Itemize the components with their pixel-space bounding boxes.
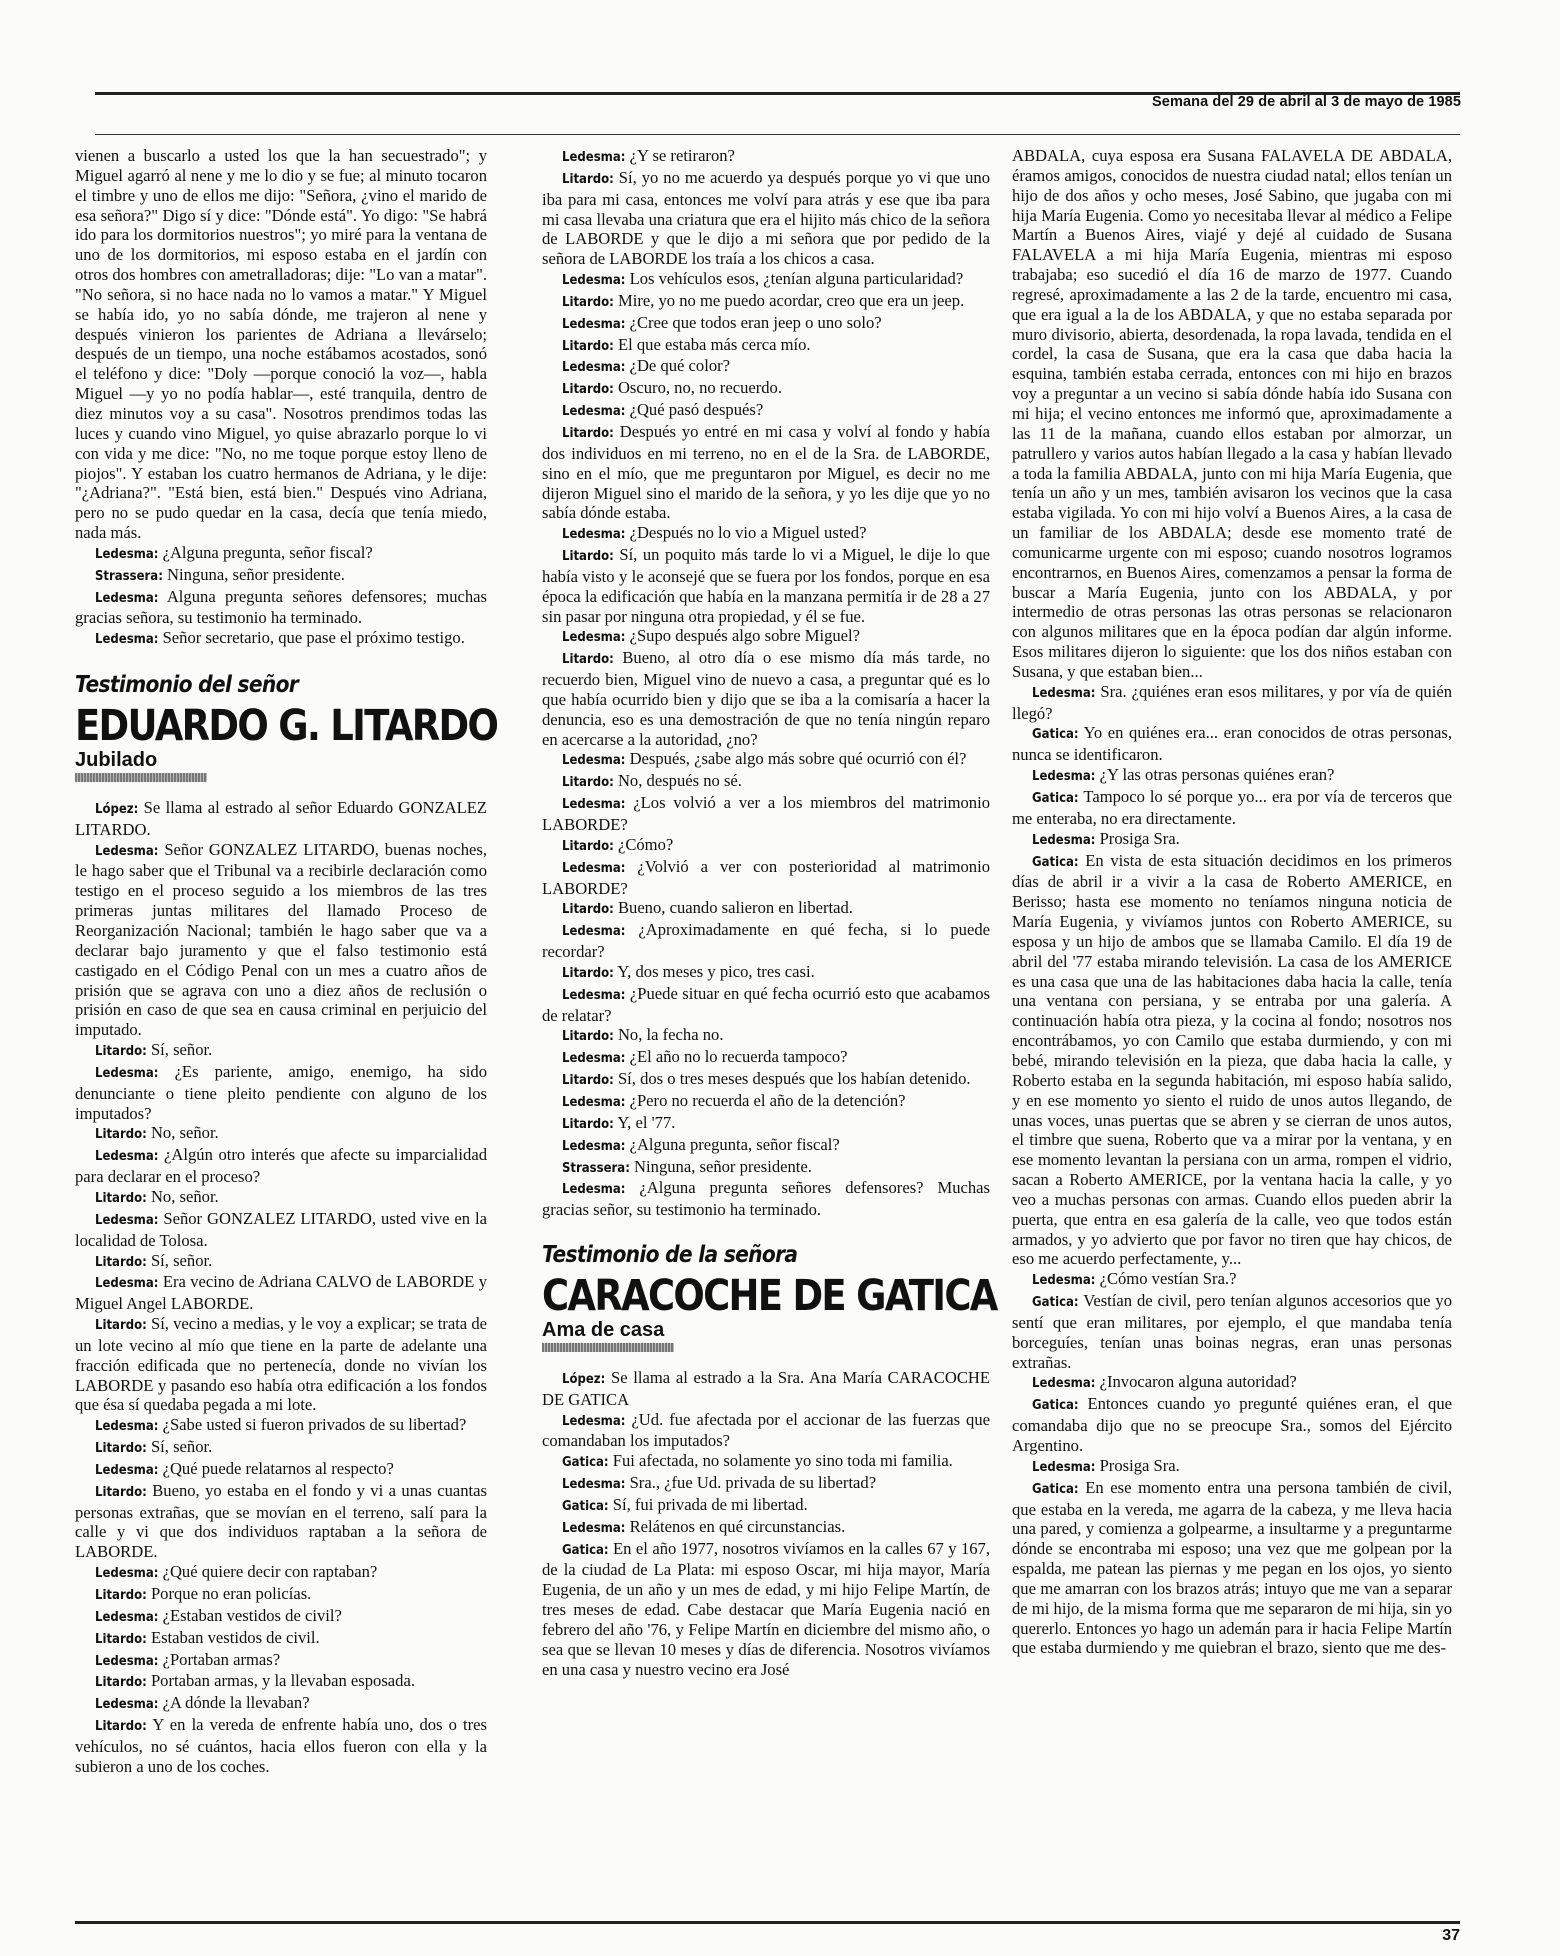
speaker-label: Litardo: bbox=[95, 1254, 147, 1270]
speaker-label: Litardo: bbox=[95, 1127, 147, 1143]
transcript-paragraph bbox=[75, 1584, 487, 1606]
paragraph-text: ¿Cómo? bbox=[617, 834, 674, 854]
paragraph-text: ¿Supo después algo sobre Miguel? bbox=[629, 626, 861, 646]
paragraph-text: Sí, fui privada de mi libertad. bbox=[612, 1494, 808, 1514]
speaker-label: Litardo: bbox=[562, 1029, 614, 1045]
speaker-label: Ledesma: bbox=[95, 1149, 159, 1165]
transcript-paragraph bbox=[542, 1451, 990, 1473]
transcript-paragraph bbox=[75, 1671, 487, 1693]
speaker-label: Litardo: bbox=[562, 1073, 614, 1089]
speaker-label: Ledesma: bbox=[1032, 1459, 1096, 1475]
speaker-label: Ledesma: bbox=[95, 1653, 159, 1669]
transcript-paragraph bbox=[542, 1025, 990, 1047]
speaker-label: Litardo: bbox=[95, 1044, 147, 1060]
speaker-label: Litardo: bbox=[562, 338, 614, 354]
transcript-paragraph bbox=[1012, 682, 1452, 724]
transcript-paragraph bbox=[542, 898, 990, 920]
paragraph-text: Bueno, yo estaba en el fondo y vi a unas cuantas personas extrañas, que se movían en el terreno, salí para la calle y vi que dos individuos raptaban a la señora de LABORDE. bbox=[75, 1480, 487, 1562]
paragraph-text: ¿Puede situar en qué fecha ocurrió esto que acabamos de relatar? bbox=[542, 983, 990, 1025]
paragraph-text: No, señor. bbox=[150, 1123, 219, 1143]
speaker-label: Litardo: bbox=[95, 1190, 147, 1206]
paragraph-text: Señor GONZALEZ LITARDO, usted vive en la localidad de Tolosa. bbox=[75, 1208, 487, 1250]
transcript-paragraph bbox=[542, 356, 990, 378]
paragraph-text: Estaban vestidos de civil. bbox=[150, 1627, 320, 1647]
speaker-label: Gatica: bbox=[1032, 791, 1079, 806]
paragraph-text: Porque no eran policías. bbox=[150, 1584, 312, 1603]
column-3 bbox=[1012, 146, 1452, 1658]
section-subtitle: Testimonio de la señora bbox=[542, 1242, 798, 1269]
speaker-label: Gatica: bbox=[1032, 1481, 1079, 1497]
col3-text bbox=[1012, 146, 1452, 1658]
transcript-paragraph bbox=[75, 1314, 487, 1415]
transcript-paragraph bbox=[75, 1123, 487, 1145]
speaker-label: Litardo: bbox=[562, 965, 614, 981]
transcript-paragraph bbox=[75, 840, 487, 1040]
paragraph-text: ¿Después no lo vio a Miguel usted? bbox=[629, 523, 867, 543]
header-underline bbox=[95, 134, 1460, 135]
paragraph-text: ¿Es pariente, amigo, enemigo, ha sido denunciante o tiene pleito pendiente con alguno de los imputados? bbox=[75, 1061, 487, 1123]
paragraph-text: ¿Cómo vestían Sra.? bbox=[1099, 1269, 1237, 1289]
speaker-label: Litardo: bbox=[562, 294, 614, 310]
speaker-label: Litardo: bbox=[95, 1631, 147, 1647]
page-number: 37 bbox=[1442, 1927, 1460, 1944]
speaker-label: Strassera: bbox=[95, 568, 163, 584]
speaker-label: Ledesma: bbox=[562, 316, 626, 332]
paragraph-text: ¿Portaban armas? bbox=[162, 1649, 281, 1669]
transcript-paragraph bbox=[1012, 1269, 1452, 1291]
paragraph-text: En ese momento entra una persona también de civil, que estaba en la vereda, me agarra de la cabeza, y me lleva hacia una pared, y comienza a golpearme, a insultarme y a preguntarme dónde se encontraba mi esposo; una vez que me golpean por la espalda, me patean las piernas y me pegan en los ojos, yo siento que me amarran con los brazos atrás; intuyo que me van a separar de mi hijo, de la misma forma que me separaron de mi hija, sin yo quererlo. Entonces yo hago un ademán para ir hacia Felipe Martín que estaba durmiendo y me quiebran el brazo, siento que me des- bbox=[1012, 1477, 1452, 1658]
paragraph-text: Vestían de civil, pero tenían algunos accesorios que yo sentí que eran militares, por ejemplo, el que mandaba tenía borceguíes, tenían unas boinas negras, eran unas personas extrañas. bbox=[1012, 1291, 1452, 1372]
transcript-paragraph bbox=[542, 1091, 990, 1113]
speaker-label: Litardo: bbox=[562, 171, 614, 187]
paragraph-text: Sí, un poquito más tarde lo vi a Miguel, le dije lo que había visto y le aconsejé que se fuera por los fondos, porque en esa época la edificación que había en la manzana permitía ir de 28 a 27 sin pasar por ninguna otra propiedad, y él se fue. bbox=[542, 545, 990, 626]
section-litardo-heading bbox=[75, 672, 498, 782]
paragraph-text: ¿Qué quiere decir con raptaban? bbox=[162, 1562, 378, 1582]
transcript-paragraph bbox=[542, 313, 990, 335]
col2-text-a bbox=[542, 146, 990, 1220]
transcript-paragraph bbox=[75, 1628, 487, 1650]
speaker-label: Strassera: bbox=[562, 1160, 630, 1176]
transcript-paragraph bbox=[1012, 1394, 1452, 1456]
paragraph-text: Sí, vecino a medias, y le voy a explicar; se trata de un lote vecino al mío que tiene en la parte de adelante una fracción edificada que no pertenecía, donde no vivían los LABORDE y pasando eso había otra edificación a los fondos que ésa sí quedaba pegada a mi lote. bbox=[75, 1314, 487, 1415]
paragraph-text: Se llama al estrado al señor Eduardo GONZALEZ LITARDO. bbox=[75, 797, 487, 839]
speaker-label: Ledesma: bbox=[95, 590, 159, 606]
paragraph-text: Sra. ¿quiénes eran esos militares, y por vía de quién llegó? bbox=[1012, 681, 1452, 723]
paragraph-text: Relátenos en qué circunstancias. bbox=[629, 1516, 846, 1536]
paragraph-text: ¿Pero no recuerda el año de la detención? bbox=[629, 1090, 906, 1110]
speaker-label: Gatica: bbox=[562, 1542, 609, 1558]
bottom-rule bbox=[75, 1921, 1460, 1924]
transcript-paragraph bbox=[542, 1410, 990, 1452]
col2-text-b bbox=[542, 1368, 990, 1680]
speaker-label: Ledesma: bbox=[1032, 769, 1096, 785]
paragraph-text: Se llama al estrado a la Sra. Ana María CARACOCHE DE GATICA bbox=[542, 1367, 991, 1409]
paragraph-text: Y, el '77. bbox=[617, 1112, 676, 1132]
speaker-label: Ledesma: bbox=[562, 404, 626, 420]
transcript-paragraph bbox=[542, 1135, 990, 1157]
paragraph-text: ¿Estaban vestidos de civil? bbox=[162, 1605, 342, 1625]
transcript-paragraph bbox=[75, 1187, 487, 1209]
transcript-paragraph bbox=[542, 1069, 990, 1091]
col1-text-a bbox=[75, 146, 487, 650]
speaker-label: Gatica: bbox=[562, 1455, 609, 1471]
paragraph-text: En vista de esta situación decidimos en los primeros días de abril ir a vivir a la casa de Roberto AMERICE, en Berisso; hasta ese momento no teníamos ninguna noticia de María Eugenia, y vivíamos juntos con Roberto AMERICE, su esposa y un hijo de ambos que se llamaba Camilo. El día 19 de abril del '77 estaba mirando televisión. La casa de los AMERICE es una casa que una de las habitaciones daba hacia la calle, tenía una ventana con persiana, y se entraba por una galería. A continuación había otra pieza, y la cocina al fondo; nosotros nos encontrábamos, yo con Camilo que estaba durmiendo, y con mi bebé, mirando televisión en la pieza, que daba hacia la calle, y Roberto estaba en la segunda habitación, mi esposo había salido, y en ese momento yo siento el ruido de unos autos llegando, de unas voces, unas puertas que se abren y se cierran de unos autos, el timbre que suena, Roberto que va a mirar por la ventana, y en ese momento levantan la persiana con un arma, rompen el vidrio, sacan a Roberto AMERICE, por la ventana hacia la calle, y yo veo a muchas personas con armas. Cuando ellos pueden abrir la puerta, que entra en esa galería de la calle, veo que todos están armados, y yo advierto que por favor no tiren que hay chicos, de eso me acuerdo perfectamente, y... bbox=[1012, 850, 1452, 1269]
paragraph-text: No, la fecha no. bbox=[617, 1025, 724, 1045]
paragraph-text: No, señor. bbox=[150, 1186, 219, 1206]
heading-bar bbox=[542, 1343, 674, 1352]
paragraph-text: ¿Volvió a ver con posterioridad al matrimonio LABORDE? bbox=[542, 856, 990, 898]
speaker-label: Ledesma: bbox=[562, 527, 626, 543]
transcript-paragraph bbox=[75, 1650, 487, 1672]
transcript-paragraph bbox=[542, 1517, 990, 1539]
paragraph-text: No, después no sé. bbox=[617, 771, 742, 791]
paragraph-text: ¿Invocaron alguna autoridad? bbox=[1099, 1372, 1297, 1392]
speaker-label: Ledesma: bbox=[95, 843, 159, 859]
paragraph-text: ¿Ud. fue afectada por el accionar de las fuerzas que comandaban los imputados? bbox=[542, 1409, 990, 1451]
paragraph-text: ¿De qué color? bbox=[629, 356, 731, 376]
paragraph-text: ¿Alguna pregunta, señor fiscal? bbox=[629, 1134, 840, 1154]
transcript-paragraph bbox=[75, 1209, 487, 1251]
transcript-paragraph bbox=[75, 1251, 487, 1273]
paragraph-text: Sí, yo no me acuerdo ya después porque yo vi que uno iba para mi casa, entonces me volví para atrás y ese que iba para mi casa llevaba una criatura que era el hijito más chico de la señora de LABORDE y que le dijo a mi señora que por pedido de la señora de LABORDE los traía a los chicos a casa. bbox=[542, 167, 990, 269]
paragraph-text: Yo en quiénes era... eran conocidos de otras personas, nunca se identificaron. bbox=[1012, 723, 1452, 765]
paragraph-text: El que estaba más cerca mío. bbox=[617, 334, 811, 354]
paragraph-text: Y, dos meses y pico, tres casi. bbox=[617, 961, 815, 981]
paragraph-text: Mire, yo no me puedo acordar, creo que era un jeep. bbox=[617, 290, 965, 310]
section-subtitle: Testimonio del señor bbox=[75, 672, 299, 699]
paragraph-text: Bueno, al otro día o ese mismo día más tarde, no recuerdo bien, Miguel vino de nuevo a casa, a preguntar qué es lo que había ocurrido bien y dijo que se iba a la comisaría a hacer la denuncia, eso es una demostración de que no tenía ningún reparo en acercarse a la autoridad, ¿no? bbox=[542, 648, 990, 749]
transcript-paragraph bbox=[542, 793, 990, 835]
witness-occupation: Ama de casa bbox=[542, 1318, 665, 1341]
speaker-label: Litardo: bbox=[95, 1484, 147, 1500]
speaker-label: Ledesma: bbox=[562, 797, 626, 813]
transcript-paragraph bbox=[1012, 1478, 1452, 1659]
speaker-label: Ledesma: bbox=[562, 753, 626, 769]
speaker-label: Litardo: bbox=[95, 1719, 147, 1735]
transcript-paragraph bbox=[542, 335, 990, 357]
paragraph-text: ¿A dónde la llevaban? bbox=[162, 1693, 310, 1713]
paragraph-text: En el año 1977, nosotros vivíamos en la calles 67 y 167, de la ciudad de La Plata: mi esposo Oscar, mi hija mayor, María Eugenia, de un año y un mes de edad, y mi hijo Felipe Martín, de tres meses de edad. Cabe destacar que María Eugenia nació en febrero del año '76, y Felipe Martín en diciembre del mismo año, o sea que se llevan 10 meses y días de diferencia. Nosotros vivíamos en una casa y nuestro vecino era José bbox=[542, 1538, 990, 1679]
transcript-paragraph bbox=[75, 1415, 487, 1437]
speaker-label: Ledesma: bbox=[95, 632, 159, 648]
speaker-label: Ledesma: bbox=[562, 1051, 626, 1067]
speaker-label: Gatica: bbox=[1032, 1295, 1079, 1311]
speaker-label: Ledesma: bbox=[562, 1094, 626, 1110]
paragraph-text: Ninguna, señor presidente. bbox=[167, 564, 345, 584]
issue-date-header: Semana del 29 de abril al 3 de mayo de 1985 bbox=[1152, 94, 1461, 110]
speaker-label: López: bbox=[95, 801, 139, 817]
transcript-paragraph bbox=[542, 857, 990, 899]
paragraph-text: Sí, señor. bbox=[150, 1040, 213, 1060]
speaker-label: Litardo: bbox=[562, 775, 614, 791]
transcript-paragraph bbox=[542, 1157, 990, 1179]
paragraph-text: Tampoco lo sé porque yo... era por vía de terceros que me enteraba, no era directamente. bbox=[1012, 787, 1452, 828]
paragraph-text: Fui afectada, no solamente yo sino toda mi familia. bbox=[612, 1451, 953, 1471]
paragraph-text: Los vehículos esos, ¿tenían alguna particularidad? bbox=[629, 269, 964, 289]
transcript-paragraph bbox=[1012, 851, 1452, 1270]
speaker-label: Litardo: bbox=[562, 902, 614, 918]
paragraph-text: ¿Y se retiraron? bbox=[629, 146, 735, 165]
speaker-label: Ledesma: bbox=[562, 860, 626, 876]
column-1 bbox=[75, 146, 498, 1777]
transcript-paragraph bbox=[542, 378, 990, 400]
paragraph-text: ¿Cree que todos eran jeep o uno solo? bbox=[629, 312, 882, 332]
speaker-label: Ledesma: bbox=[562, 987, 626, 1003]
paragraph-text: ¿Y las otras personas quiénes eran? bbox=[1099, 765, 1335, 785]
speaker-label: Ledesma: bbox=[95, 1462, 159, 1478]
paragraph-text: Prosiga Sra. bbox=[1099, 828, 1180, 848]
speaker-label: Gatica: bbox=[562, 1498, 609, 1514]
transcript-paragraph bbox=[542, 291, 990, 313]
paragraph-text: ¿Algún otro interés que afecte su imparcialidad para declarar en el proceso? bbox=[75, 1145, 487, 1187]
speaker-label: Ledesma: bbox=[562, 273, 626, 289]
speaker-label: Gatica: bbox=[1032, 854, 1079, 870]
speaker-label: Ledesma: bbox=[562, 1413, 626, 1429]
transcript-paragraph bbox=[542, 1368, 990, 1410]
column-2 bbox=[542, 146, 997, 1680]
speaker-label: Ledesma: bbox=[1032, 832, 1096, 848]
paragraph-text: ¿El año no lo recuerda tampoco? bbox=[629, 1047, 848, 1067]
speaker-label: Ledesma: bbox=[95, 1276, 159, 1292]
paragraph-text: ABDALA, cuya esposa era Susana FALAVELA DE ABDALA, éramos amigos, conocidos de nuestra ciudad natal; ellos tenían un hijo de dos años y ocho meses, José Sabino, que jugaba con mi hija María Eugenia. Como yo necesitaba llevar al médico a Felipe Martín a Buenos Aires, viajé y dejé al cuidado de Susana FALAVELA a mi hija María Eugenia, mientras mi esposo trabajaba; eso sucedió el día 16 de marzo de 1977. Cuando regresé, aproximadamente a las 2 de la tarde, encuentro mi casa, que era igual a la de los ABDALA, y que no estaba separada por muro divisorio, abierta, desordenada, la ropa lavada, tendida en el cordel, la casa de Susana, que era la casa que daba hacia la esquina, también estaba cerrada, entonces con mi hijo en brazos voy a preguntar a un vecino si sabía dónde había ido Susana con mi hija; el vecino entonces me informó que, aproximadamente a las 11 de la mañana, cuando ellos estaban por almorzar, un patrullero y varios autos habían llegado a la casa y habían llevado a toda la familia ABDALA, junto con mi hija María Eugenia, que tenía un año y un mes, también avisaron los vecinos que la casa estaba vigilada. Yo con mi hijo volví a Buenos Aires, a la casa de un familiar de los ABDALA; desde ese momento traté de comunicarme urgente con mi esposo; cuando nosotros logramos encontrarnos, en Buenos Aires, comenzamos a pensar la forma de buscar a María Eugenia, junto con los ABDALA, y por intermedio de otras personas las otras personas se relacionaron con algunos militares que en la época podían dar algún informe. Esos militares dijeron lo siguiente: que los dos niños estaban con Susana, y que estaban bien... bbox=[1012, 146, 1452, 681]
transcript-paragraph bbox=[542, 400, 990, 422]
transcript-paragraph bbox=[1012, 765, 1452, 787]
transcript-paragraph bbox=[75, 587, 487, 629]
transcript-paragraph bbox=[75, 1606, 487, 1628]
speaker-label: Ledesma: bbox=[95, 1212, 159, 1228]
transcript-paragraph bbox=[542, 771, 990, 793]
paragraph-text: Bueno, cuando salieron en libertad. bbox=[617, 898, 853, 918]
transcript-paragraph bbox=[542, 523, 990, 545]
col1-text-b bbox=[75, 798, 487, 1777]
transcript-paragraph bbox=[75, 1437, 487, 1459]
paragraph-text: Era vecino de Adriana CALVO de LABORDE y Miguel Angel LABORDE. bbox=[75, 1272, 487, 1314]
speaker-label: Ledesma: bbox=[1032, 1273, 1096, 1289]
paragraph-text: Sra., ¿fue Ud. privada de su libertad? bbox=[629, 1473, 877, 1493]
transcript-paragraph bbox=[542, 962, 990, 984]
transcript-paragraph bbox=[1012, 723, 1452, 765]
heading-bar bbox=[75, 773, 207, 782]
transcript-paragraph bbox=[542, 1539, 990, 1680]
paragraph-text: ¿Qué puede relatarnos al respecto? bbox=[162, 1458, 394, 1478]
transcript-paragraph bbox=[75, 543, 487, 565]
speaker-label: Ledesma: bbox=[562, 630, 626, 646]
transcript-paragraph bbox=[75, 146, 487, 543]
paragraph-text: Entonces cuando yo pregunté quiénes eran, el que comandaba dijo que no se preocupe Sra., somos del Ejército Argentino. bbox=[1012, 1394, 1452, 1455]
paragraph-text: Sí, señor. bbox=[150, 1250, 213, 1270]
speaker-label: Ledesma: bbox=[1032, 685, 1096, 701]
transcript-paragraph bbox=[542, 835, 990, 857]
transcript-paragraph bbox=[542, 269, 990, 291]
transcript-paragraph bbox=[1012, 1291, 1452, 1372]
speaker-label: Ledesma: bbox=[95, 1697, 159, 1713]
transcript-paragraph bbox=[542, 1178, 990, 1220]
speaker-label: Ledesma: bbox=[95, 1065, 159, 1081]
speaker-label: Litardo: bbox=[95, 1675, 147, 1691]
transcript-paragraph bbox=[75, 628, 487, 650]
paragraph-text: Sí, dos o tres meses después que los habían detenido. bbox=[617, 1069, 971, 1089]
paragraph-text: Oscuro, no, no recuerdo. bbox=[617, 378, 782, 398]
transcript-paragraph bbox=[542, 626, 990, 648]
transcript-paragraph bbox=[542, 1113, 990, 1135]
speaker-label: Ledesma: bbox=[562, 1182, 626, 1198]
speaker-label: Litardo: bbox=[95, 1318, 147, 1334]
paragraph-text: ¿Sabe usted si fueron privados de su libertad? bbox=[162, 1415, 467, 1435]
paragraph-text: Señor GONZALEZ LITARDO, buenas noches, le hago saber que el Tribunal va a recibirle declaración como testigo en el proceso seguido a los miembros de las tres primeras juntas militares del llamado Proceso de Reorganización Nacional; también le hago saber que va a declarar bajo juramento y que el falso testimonio está castigado en el Código Penal con un mes a cuatro años de prisión que se agrava con uno a diez años de reclusión o prisión en caso de que sea en causa criminal en perjuicio del imputado. bbox=[75, 839, 487, 1040]
transcript-paragraph bbox=[542, 1495, 990, 1517]
speaker-label: Litardo: bbox=[562, 382, 614, 398]
paragraph-text: ¿Alguna pregunta, señor fiscal? bbox=[162, 542, 373, 562]
speaker-label: Litardo: bbox=[95, 1441, 147, 1457]
paragraph-text: ¿Los volvió a ver a los miembros del matrimonio LABORDE? bbox=[542, 793, 990, 834]
transcript-paragraph bbox=[542, 146, 990, 168]
paragraph-text: Y en la vereda de enfrente había uno, dos o tres vehículos, no sé cuántos, hacia ellos fueron con ella y la subieron a uno de los coches. bbox=[75, 1715, 487, 1776]
paragraph-text: Portaban armas, y la llevaban esposada. bbox=[150, 1671, 415, 1691]
witness-name: CARACOCHE DE GATICA bbox=[542, 1270, 997, 1321]
transcript-paragraph bbox=[1012, 146, 1452, 682]
speaker-label: Ledesma: bbox=[95, 546, 159, 562]
speaker-label: Ledesma: bbox=[1032, 1376, 1096, 1392]
paragraph-text: ¿Aproximadamente en qué fecha, si lo puede recordar? bbox=[542, 920, 990, 962]
transcript-paragraph bbox=[542, 1473, 990, 1495]
paragraph-text: Señor secretario, que pase el próximo testigo. bbox=[162, 628, 465, 648]
transcript-paragraph bbox=[542, 168, 990, 269]
section-gatica-heading bbox=[542, 1242, 997, 1352]
transcript-paragraph bbox=[75, 1459, 487, 1481]
speaker-label: Gatica: bbox=[1032, 1398, 1079, 1414]
witness-occupation: Jubilado bbox=[75, 748, 158, 771]
paragraph-text: Después yo entré en mi casa y volví al fondo y había dos individuos en mi terreno, no en el de la Sra. de LABORDE, sino en el mío, que me preguntaron por Miguel, es decir no me dijeron Miguel sino el marido de la señora, y yo les dije que yo no sabía dónde estaba. bbox=[542, 421, 990, 523]
transcript-paragraph bbox=[542, 920, 990, 962]
speaker-label: Ledesma: bbox=[95, 1419, 159, 1435]
transcript-paragraph bbox=[75, 1693, 487, 1715]
transcript-paragraph bbox=[75, 798, 487, 840]
transcript-paragraph bbox=[1012, 1456, 1452, 1478]
transcript-paragraph bbox=[75, 1040, 487, 1062]
transcript-paragraph bbox=[542, 648, 990, 749]
transcript-paragraph bbox=[1012, 787, 1452, 829]
paragraph-text: ¿Alguna pregunta señores defensores? Muchas gracias señor, su testimonio ha terminado. bbox=[542, 1178, 990, 1220]
speaker-label: Ledesma: bbox=[562, 1477, 626, 1493]
transcript-paragraph bbox=[542, 1047, 990, 1069]
speaker-label: Litardo: bbox=[95, 1588, 147, 1603]
speaker-label: Ledesma: bbox=[95, 1609, 159, 1625]
transcript-paragraph bbox=[75, 1562, 487, 1584]
transcript-paragraph bbox=[542, 422, 990, 523]
speaker-label: Ledesma: bbox=[562, 1138, 626, 1154]
paragraph-text: Ninguna, señor presidente. bbox=[634, 1156, 812, 1176]
speaker-label: Ledesma: bbox=[562, 1520, 626, 1536]
speaker-label: Gatica: bbox=[1032, 727, 1079, 743]
speaker-label: López: bbox=[562, 1371, 606, 1387]
transcript-paragraph bbox=[75, 1062, 487, 1124]
speaker-label: Litardo: bbox=[562, 1116, 614, 1132]
transcript-paragraph bbox=[542, 545, 990, 626]
speaker-label: Litardo: bbox=[562, 425, 614, 441]
paragraph-text: ¿Qué pasó después? bbox=[629, 400, 764, 420]
transcript-paragraph bbox=[542, 984, 990, 1026]
transcript-paragraph bbox=[75, 1272, 487, 1314]
speaker-label: Litardo: bbox=[562, 549, 614, 565]
transcript-paragraph bbox=[75, 1145, 487, 1187]
paragraph-text: Sí, señor. bbox=[150, 1437, 213, 1457]
speaker-label: Ledesma: bbox=[562, 150, 626, 165]
paragraph-text: Después, ¿sabe algo más sobre qué ocurrió con él? bbox=[629, 749, 967, 769]
witness-name: EDUARDO G. LITARDO bbox=[75, 700, 498, 751]
paragraph-text: Prosiga Sra. bbox=[1099, 1455, 1180, 1475]
speaker-label: Ledesma: bbox=[95, 1566, 159, 1582]
transcript-paragraph bbox=[1012, 1372, 1452, 1394]
transcript-paragraph bbox=[542, 749, 990, 771]
speaker-label: Ledesma: bbox=[562, 924, 626, 940]
transcript-paragraph bbox=[75, 1715, 487, 1777]
speaker-label: Litardo: bbox=[562, 838, 614, 854]
paragraph-text: Alguna pregunta señores defensores; muchas gracias señora, su testimonio ha terminado. bbox=[75, 586, 488, 628]
transcript-paragraph bbox=[75, 565, 487, 587]
speaker-label: Ledesma: bbox=[562, 360, 626, 376]
speaker-label: Litardo: bbox=[562, 652, 614, 668]
paragraph-text: vienen a buscarlo a usted los que la han secuestrado"; y Miguel agarró al nene y me lo dio y se fue; al minuto tocaron el timbre y uno de ellos me dijo: "Señora, ¿vino el marido de esa señora?" Digo sí y dice: "Dónde está". Yo digo: "Se habrá ido para los dormitorios nuestros"; yo miré para la ventana de uno de los dormitorios, mi esposo estaba en el jardín con otros dos hombres con ametralladoras; dije: "Lo van a matar". "No señora, si no hace nada no lo vamos a matar." Y Miguel se había ido, yo no sabía dónde, me trajeron al nene y después vinieron los parientes de Adriana a llevárselo; después de un tiempo, una noche estábamos acostados, sonó el teléfono y dice: "Doly —porque conoció la voz—, habla Miguel —y yo no podía hablar—, esté tranquila, dentro de diez minutos voy a su casa". Nosotros prendimos todas las luces y cuando vino Miguel, yo quise abrazarlo porque lo vi con vida y me dice: "No, no me toque porque estoy lleno de piojos". Y estaban los cuatro hermanos de Adriana, y le dije: "¿Adriana?". "Está bien, está bien." Después vino Adriana, pero no se pudo quedar en la casa, decía que tenía miedo, nada más. bbox=[75, 146, 487, 543]
transcript-paragraph bbox=[1012, 829, 1452, 851]
transcript-paragraph bbox=[75, 1481, 487, 1562]
